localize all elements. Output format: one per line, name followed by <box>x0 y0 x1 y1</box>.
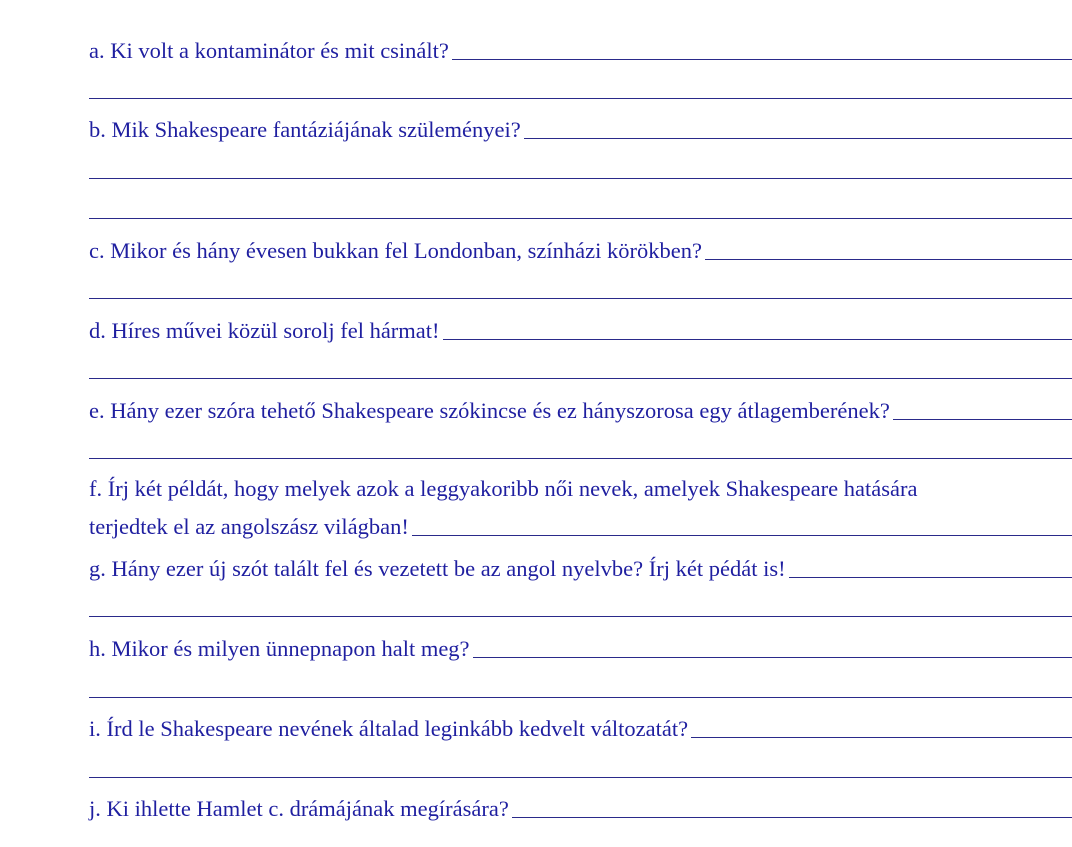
question-f-cont <box>89 510 1072 540</box>
answer-line-f[interactable] <box>412 535 1072 536</box>
question-g <box>89 552 1072 582</box>
answer-line-b-2[interactable] <box>89 178 1072 179</box>
answer-line-i-2[interactable] <box>89 777 1072 778</box>
answer-line-i[interactable] <box>691 737 1072 738</box>
question-i-text: i. Írd le Shakespeare nevének általad leginkább kedvelt változatát? <box>89 716 689 741</box>
question-a-text: a. Ki volt a kontaminátor és mit csinált? <box>89 38 449 63</box>
question-b <box>89 113 1072 143</box>
question-b-text: b. Mik Shakespeare fantáziájának szüleményei? <box>89 117 521 142</box>
answer-line-d-2[interactable] <box>89 378 1072 379</box>
question-a <box>89 34 1072 64</box>
question-j-text: j. Ki ihlette Hamlet c. drámájának megírására? <box>89 796 509 821</box>
question-c <box>89 234 1072 264</box>
question-c-text: c. Mikor és hány évesen bukkan fel Londonban, színházi körökben? <box>89 238 702 263</box>
question-j <box>89 792 1072 822</box>
answer-line-h-2[interactable] <box>89 697 1072 698</box>
answer-line-e[interactable] <box>893 419 1072 420</box>
question-f-text-2: terjedtek el az angolszász világban! <box>89 514 409 539</box>
answer-line-j[interactable] <box>512 817 1072 818</box>
answer-line-a-2[interactable] <box>89 98 1072 99</box>
question-d-text: d. Híres művei közül sorolj fel hármat! <box>89 318 440 343</box>
answer-line-d[interactable] <box>443 339 1072 340</box>
question-d <box>89 314 1072 344</box>
answer-line-c-2[interactable] <box>89 298 1072 299</box>
answer-line-g[interactable] <box>789 577 1072 578</box>
question-g-text: g. Hány ezer új szót talált fel és vezetett be az angol nyelvbe? Írj két pédát is! <box>89 556 786 581</box>
question-h-text: h. Mikor és milyen ünnepnapon halt meg? <box>89 636 470 661</box>
answer-line-e-2[interactable] <box>89 458 1072 459</box>
question-f-text-1: f. Írj két példát, hogy melyek azok a leggyakoribb női nevek, amelyek Shakespeare hatására <box>89 476 918 501</box>
question-e <box>89 394 1072 424</box>
answer-line-a[interactable] <box>452 59 1072 60</box>
question-i <box>89 712 1072 742</box>
answer-line-b[interactable] <box>524 138 1072 139</box>
question-e-text: e. Hány ezer szóra tehető Shakespeare szókincse és ez hányszorosa egy átlagemberének? <box>89 398 890 423</box>
answer-line-b-3[interactable] <box>89 218 1072 219</box>
answer-line-c[interactable] <box>705 259 1072 260</box>
answer-line-g-2[interactable] <box>89 616 1072 617</box>
answer-line-h[interactable] <box>473 657 1072 658</box>
question-f <box>89 472 1072 502</box>
question-h <box>89 632 1072 662</box>
